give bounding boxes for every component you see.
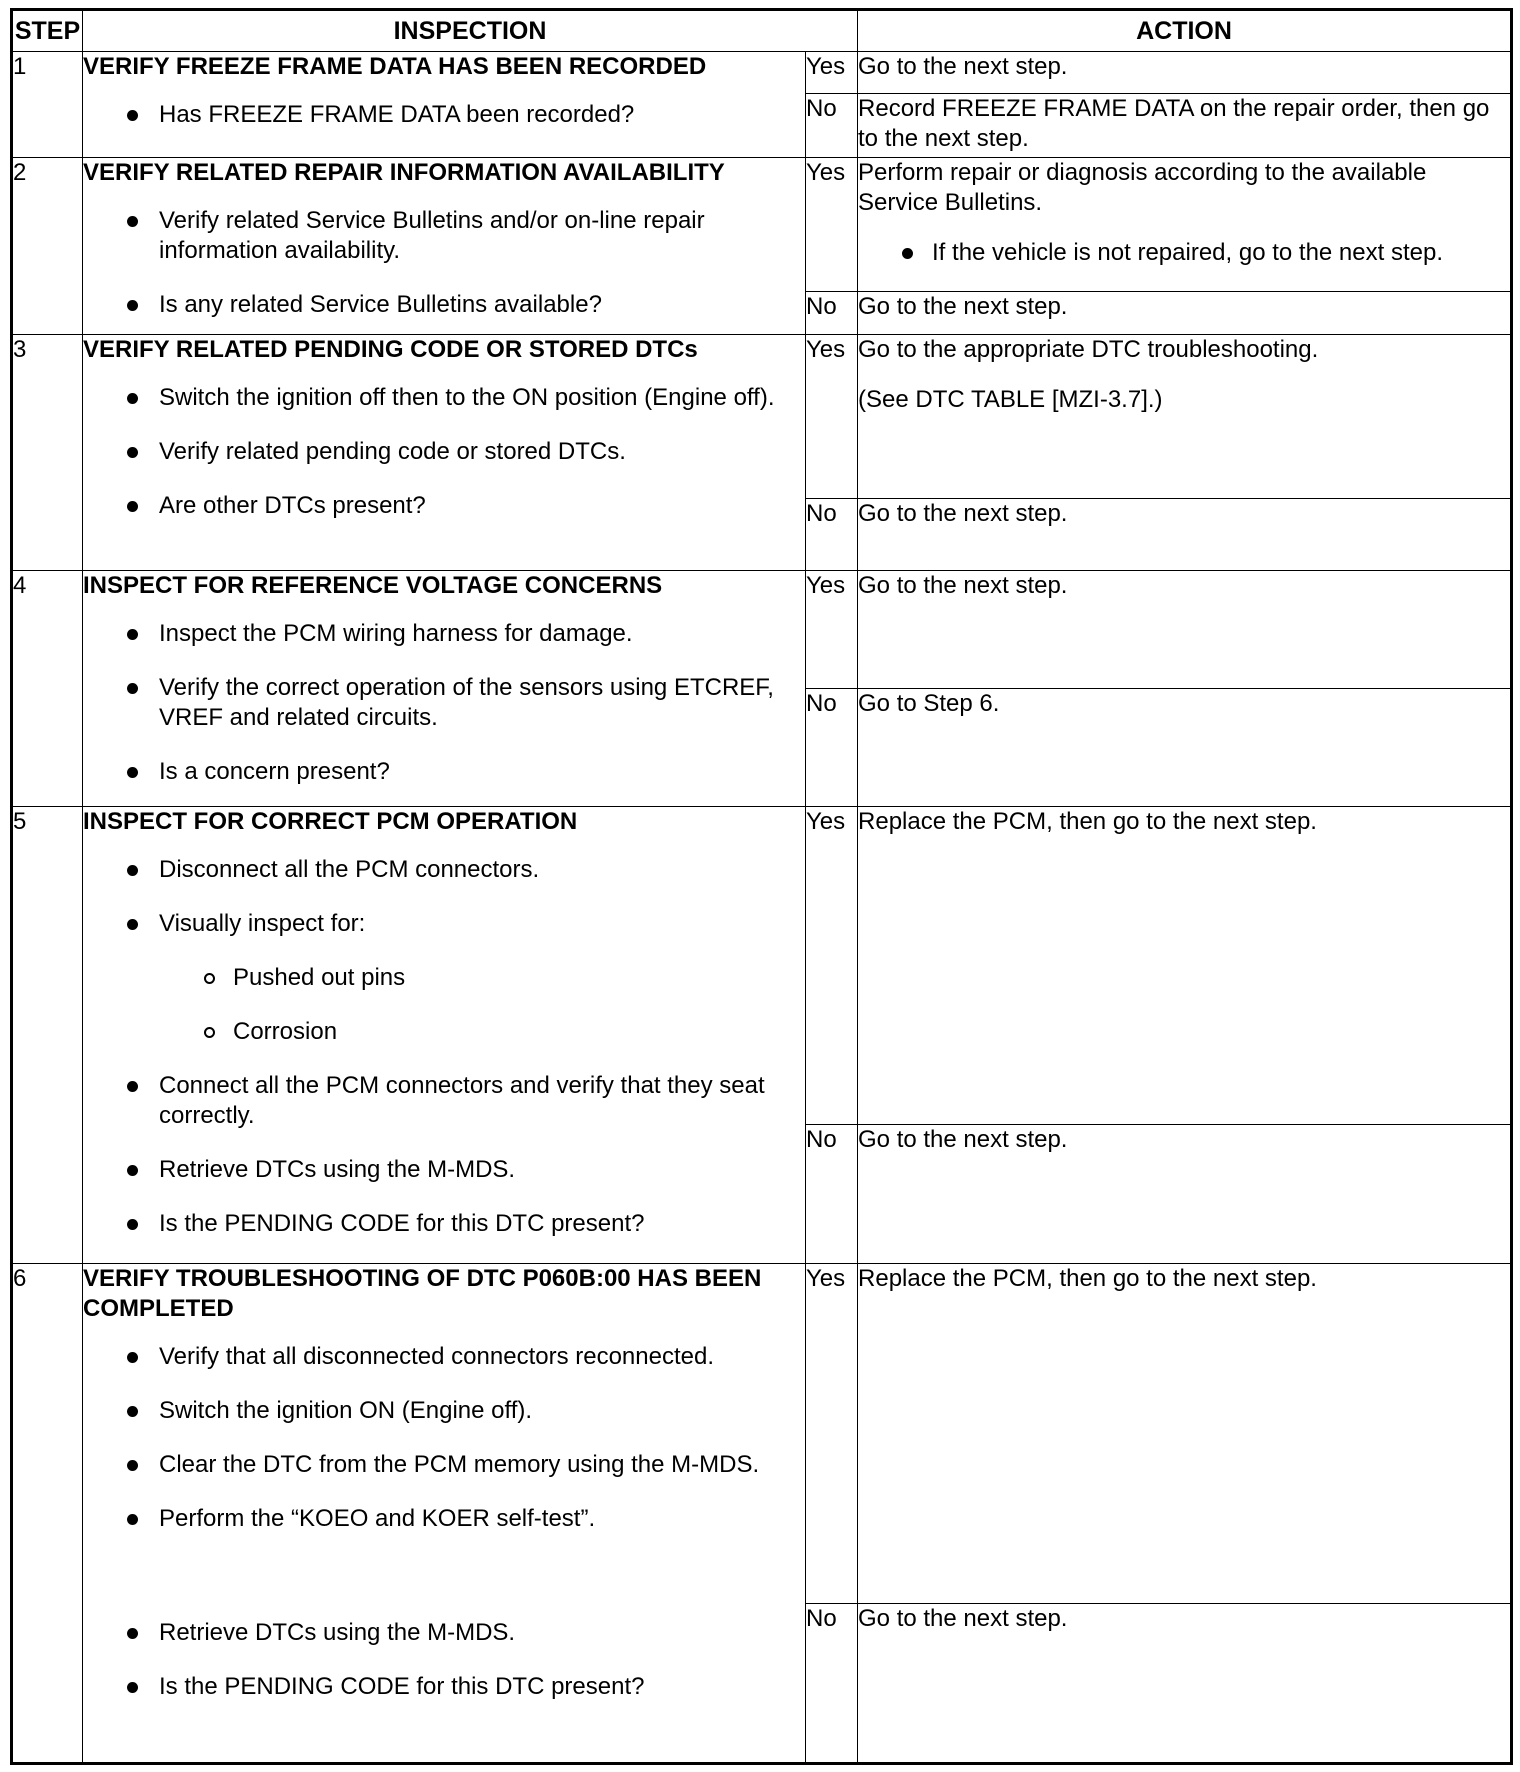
step-inspection <box>83 158 806 335</box>
step-title: VERIFY RELATED REPAIR INFORMATION AVAILABILITY <box>83 159 725 186</box>
no-label: No <box>806 292 858 335</box>
action-text: Go to the appropriate DTC troubleshooting. <box>858 336 1319 363</box>
header-row <box>12 10 1512 52</box>
inspection-bullet: Is the PENDING CODE for this DTC present? <box>83 1672 805 1702</box>
action-text: Go to the next step. <box>858 500 1068 527</box>
no-label: No <box>806 94 858 158</box>
yes-label: Yes <box>806 807 858 1125</box>
action-text: Go to the next step. <box>858 1126 1068 1153</box>
inspection-bullet: Retrieve DTCs using the M-MDS. <box>83 1155 805 1185</box>
no-label: No <box>806 499 858 571</box>
step-4-yes-row <box>12 571 1512 689</box>
header-step: STEP <box>12 10 83 52</box>
step-title: VERIFY FREEZE FRAME DATA HAS BEEN RECORDED <box>83 53 707 80</box>
step-number: 2 <box>12 158 83 335</box>
no-action <box>858 94 1512 158</box>
action-text: Replace the PCM, then go to the next step. <box>858 808 1317 835</box>
step-title: INSPECT FOR CORRECT PCM OPERATION <box>83 808 578 835</box>
action-text: Go to the next step. <box>858 53 1068 80</box>
no-label: No <box>806 1125 858 1264</box>
no-action <box>858 1604 1512 1764</box>
step-inspection <box>83 335 806 571</box>
no-action <box>858 499 1512 571</box>
inspection-bullet: Are other DTCs present? <box>83 491 805 521</box>
header-inspection: INSPECTION <box>83 10 858 52</box>
inspection-bullet: Is the PENDING CODE for this DTC present? <box>83 1209 805 1239</box>
step-inspection <box>83 52 806 158</box>
action-text: Go to Step 6. <box>858 690 1000 717</box>
no-action <box>858 1125 1512 1264</box>
yes-label: Yes <box>806 158 858 292</box>
yes-label: Yes <box>806 571 858 689</box>
step-6-yes-row <box>12 1264 1512 1604</box>
sub-bullet: Corrosion <box>159 1017 805 1047</box>
inspection-bullet: Is any related Service Bulletins available? <box>83 290 805 320</box>
inspection-bullet <box>83 909 805 1047</box>
action-text: Perform repair or diagnosis according to the available Service Bulletins. <box>858 159 1427 216</box>
step-1-yes-row <box>12 52 1512 94</box>
no-label: No <box>806 689 858 807</box>
step-title: VERIFY TROUBLESHOOTING OF DTC P060B:00 HAS BEEN COMPLETED <box>83 1265 762 1322</box>
header-action: ACTION <box>858 10 1512 52</box>
action-bullet: If the vehicle is not repaired, go to the next step. <box>858 238 1510 268</box>
sub-bullet-list <box>159 963 805 1047</box>
inspection-bullet: Perform the “KOEO and KOER self-test”. <box>83 1504 805 1534</box>
step-number: 6 <box>12 1264 83 1764</box>
action-text: Go to the next step. <box>858 572 1068 599</box>
inspection-bullet: Disconnect all the PCM connectors. <box>83 855 805 885</box>
step-title: INSPECT FOR REFERENCE VOLTAGE CONCERNS <box>83 572 663 599</box>
inspection-bullet: Inspect the PCM wiring harness for damage. <box>83 619 805 649</box>
step-number: 4 <box>12 571 83 807</box>
no-action <box>858 689 1512 807</box>
step-2-yes-row <box>12 158 1512 292</box>
step-number: 5 <box>12 807 83 1264</box>
yes-action <box>858 807 1512 1125</box>
yes-action <box>858 335 1512 499</box>
step-3-yes-row <box>12 335 1512 499</box>
inspection-bullet: Has FREEZE FRAME DATA been recorded? <box>83 100 805 130</box>
step-inspection <box>83 807 806 1264</box>
step-inspection <box>83 1264 806 1764</box>
inspection-bullet: Is a concern present? <box>83 757 805 787</box>
inspection-bullet: Verify that all disconnected connectors reconnected. <box>83 1342 805 1372</box>
inspection-bullet-text: Visually inspect for: <box>159 910 366 937</box>
troubleshooting-table <box>10 8 1513 1765</box>
yes-action <box>858 1264 1512 1604</box>
yes-action <box>858 571 1512 689</box>
inspection-bullet: Switch the ignition off then to the ON position (Engine off). <box>83 383 805 413</box>
no-action <box>858 292 1512 335</box>
inspection-bullet: Clear the DTC from the PCM memory using the M-MDS. <box>83 1450 805 1480</box>
step-number: 1 <box>12 52 83 158</box>
inspection-bullet: Verify the correct operation of the sensors using ETCREF, VREF and related circuits. <box>83 673 805 733</box>
yes-action <box>858 158 1512 292</box>
action-text: Go to the next step. <box>858 293 1068 320</box>
inspection-bullet: Verify related Service Bulletins and/or on-line repair information availability. <box>83 206 805 266</box>
inspection-bullet: Connect all the PCM connectors and verify that they seat correctly. <box>83 1071 805 1131</box>
inspection-bullet: Switch the ignition ON (Engine off). <box>83 1396 805 1426</box>
step-5-yes-row <box>12 807 1512 1125</box>
no-label: No <box>806 1604 858 1764</box>
inspection-bullet: Retrieve DTCs using the M-MDS. <box>83 1618 805 1648</box>
yes-label: Yes <box>806 52 858 94</box>
step-number: 3 <box>12 335 83 571</box>
action-text: Replace the PCM, then go to the next step. <box>858 1265 1317 1292</box>
step-title: VERIFY RELATED PENDING CODE OR STORED DTCs <box>83 336 698 363</box>
yes-action <box>858 52 1512 94</box>
yes-label: Yes <box>806 335 858 499</box>
yes-label: Yes <box>806 1264 858 1604</box>
step-inspection <box>83 571 806 807</box>
action-text: Go to the next step. <box>858 1605 1068 1632</box>
action-text: Record FREEZE FRAME DATA on the repair order, then go to the next step. <box>858 95 1490 152</box>
inspection-bullet: Verify related pending code or stored DTCs. <box>83 437 805 467</box>
action-reference: (See DTC TABLE [MZI-3.7].) <box>858 386 1163 413</box>
sub-bullet: Pushed out pins <box>159 963 805 993</box>
